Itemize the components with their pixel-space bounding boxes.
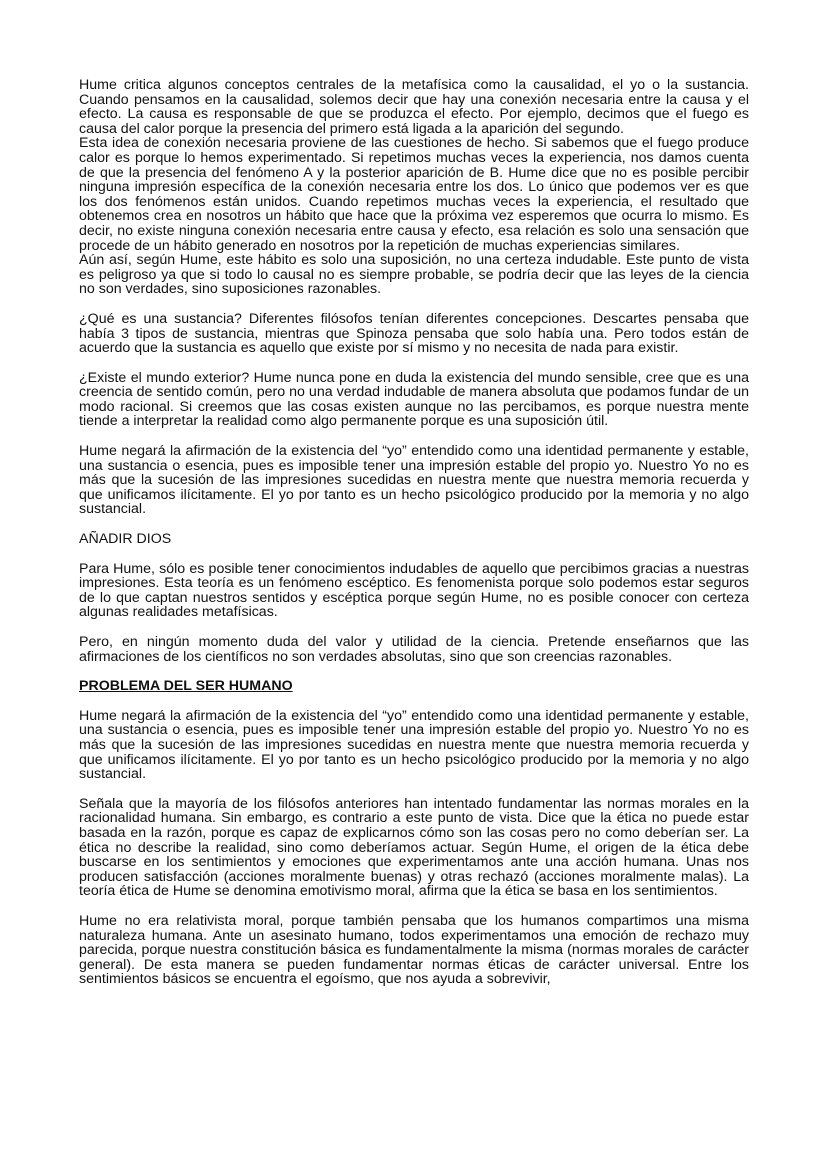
paragraph-conexion-necesaria: Esta idea de conexión necesaria proviene de las cuestiones de hecho. Si sabemos que el fuego produce calor es porque lo hemos experimentado. Si repetimos muchas veces la experiencia, nos damos cuenta de que la presencia del fenómeno A y la posterior aparición de B. Hume dice que no es posible percibir ninguna impresión específica de la conexión necesaria entre los dos. Lo único que podemos ver es que los dos fenómenos están unidos. Cuando repetimos muchas veces la experiencia, el resultado que obtenemos crea en nosotros un hábito que hace que la próxima vez esperemos que ocurra lo mismo. Es decir, no existe ninguna conexión necesaria entre causa y efecto, esa relación es solo una sensación que procede de un hábito generado en nosotros por la repetición de muchas experiencias similares. <box>79 135 749 254</box>
section-heading: PROBLEMA DEL SER HUMANO <box>79 678 293 695</box>
paragraph-ciencia: Pero, en ningún momento duda del valor y utilidad de la ciencia. Pretende enseñarnos que las afirmaciones de los científicos no son verdades absolutas, sino que son creencias razonables. <box>79 634 749 665</box>
paragraph-conocimiento: Para Hume, sólo es posible tener conocimientos indudables de aquello que percibimos gracias a nuestras impresiones. Esta teoría es un fenómeno escéptico. Es fenomenista porque solo podemos estar seguros de lo que captan nuestros sentidos y escéptica porque según Hume, no es posible conocer con certeza algunas realidades metafísicas. <box>79 560 749 621</box>
note-anadir-dios: AÑADIR DIOS <box>79 531 172 548</box>
paragraph-causalidad: Hume critica algunos conceptos centrales de la metafísica como la causalidad, el yo o la sustancia. Cuando pensamos en la causalidad, solemos decir que hay una conexión necesaria entre la causa y el efecto. La causa es responsable de que se produzca el efecto. Por ejemplo, decimos que el fuego es causa del calor porque la presencia del primero está ligada a la aparición del segundo. <box>79 77 749 137</box>
paragraph-habito: Aún así, según Hume, este hábito es solo una suposición, no una certeza indudable. Este punto de vista es peligroso ya que si todo lo causal no es siempre probable, se podría decir que las leyes de la ciencia no son verdades, sino suposiciones razonables. <box>79 252 749 298</box>
paragraph-mundo-exterior: ¿Existe el mundo exterior? Hume nunca pone en duda la existencia del mundo sensible, cree que es una creencia de sentido común, pero no una verdad indudable de manera absoluta que podamos fundar de un modo racional. Si creemos que las cosas existen aunque no las percibamos, es porque nuestra mente tiende a interpretar la realidad como algo permanente porque es una suposición útil. <box>79 369 749 430</box>
paragraph-relativismo: Hume no era relativista moral, porque también pensaba que los humanos compartimos una misma naturaleza humana. Ante un asesinato humano, todos experimentamos una emoción de rechazo muy parecida, porque nuestra constitución básica es fundamentalmente la misma (normas morales de carácter general). De esta manera se pueden fundamentar normas éticas de carácter universal. Entre los sentimientos básicos se encuentra el egoísmo, que nos ayuda a sobrevivir, <box>79 912 749 988</box>
paragraph-etica: Señala que la mayoría de los filósofos anteriores han intentado fundamentar las normas morales en la racionalidad humana. Sin embargo, es contrario a este punto de vista. Dice que la ética no puede estar basada en la razón, porque es capaz de explicarnos cómo son las cosas pero no como deberían ser. La ética no describe la realidad, sino como deberíamos actuar. Según Hume, el origen de la ética debe buscarse en los sentimientos y emociones que experimentamos ante una acción humana. Unas nos producen satisfacción (acciones moralmente buenas) y otras rechazó (acciones moralmente malas). La teoría ética de Hume se denomina emotivismo moral, afirma que la ética se basa en los sentimientos. <box>79 795 749 900</box>
paragraph-yo-repeated: Hume negará la afirmación de la existencia del “yo” entendido como una identidad permanente y estable, una sustancia o esencia, pues es imposible tener una impresión estable del propio yo. Nuestro Yo no es más que la sucesión de las impresiones sucedidas en nuestra mente que nuestra memoria recuerda y que unificamos ilícitamente. El yo por tanto es un hecho psicológico producido por la memoria y no algo sustancial. <box>79 707 749 783</box>
paragraph-yo: Hume negará la afirmación de la existencia del “yo” entendido como una identidad permanente y estable, una sustancia o esencia, pues es imposible tener una impresión estable del propio yo. Nuestro Yo no es más que la sucesión de las impresiones sucedidas en nuestra mente que nuestra memoria recuerda y que unificamos ilícitamente. El yo por tanto es un hecho psicológico producido por la memoria y no algo sustancial. <box>79 443 749 518</box>
paragraph-sustancia: ¿Qué es una sustancia? Diferentes filósofos tenían diferentes concepciones. Descartes pensaba que había 3 tipos de sustancia, mientras que Spinoza pensaba que solo había una. Pero todos están de acuerdo que la sustancia es aquello que existe por sí mismo y no necesita de nada para existir. <box>79 310 749 357</box>
